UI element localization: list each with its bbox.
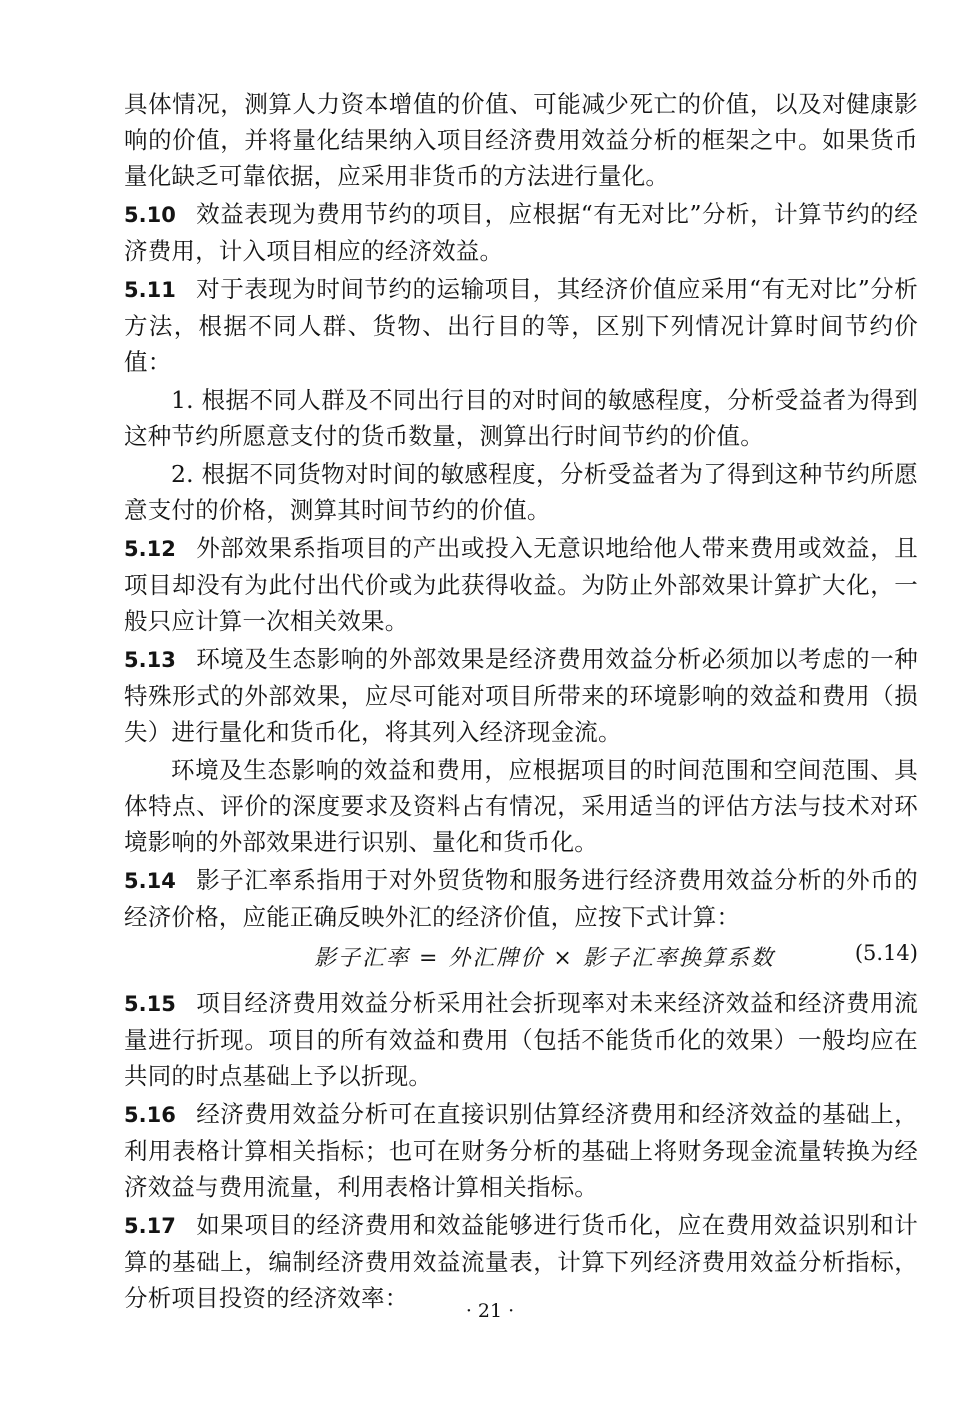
formula-row [124,939,918,979]
list-item-2 [124,456,918,528]
clause-number: 5.14 [124,869,176,893]
clause-text: 项目经济费用效益分析采用社会折现率对未来经济效益和经济费用流量进行折现。项目的所有效益和费用（包括不能货币化的效果）一般均应在共同的时点基础上予以折现。 [124,989,918,1090]
clause-5-15 [124,985,918,1094]
list-item-text: 1. 根据不同人群及不同出行目的对时间的敏感程度，分析受益者为得到这种节约所愿意支付的货币数量，测算出行时间节约的价值。 [124,386,918,450]
clause-number: 5.15 [124,992,176,1016]
paragraph-text: 环境及生态影响的效益和费用，应根据项目的时间范围和空间范围、具体特点、评价的深度要求及资料占有情况，采用适当的评估方法与技术对环境影响的外部效果进行识别、量化和货币化。 [124,756,918,856]
document-body [124,86,918,1318]
clause-text: 经济费用效益分析可在直接识别估算经济费用和经济效益的基础上，利用表格计算相关指标；也可在财务分析的基础上将财务现金流量转换为经济效益与费用流量，利用表格计算相关指标。 [124,1100,918,1201]
clause-5-13 [124,641,918,750]
paragraph-continuation [124,86,918,194]
clause-5-10 [124,196,918,269]
clause-5-16 [124,1096,918,1205]
page-number: · 21 · [465,1300,515,1322]
list-item-text: 2. 根据不同货物对时间的敏感程度，分析受益者为了得到这种节约所愿意支付的价格，测算其时间节约的价值。 [124,460,918,524]
clause-5-14 [124,862,918,935]
clause-text: 环境及生态影响的外部效果是经济费用效益分析必须加以考虑的一种特殊形式的外部效果，应尽可能对项目所带来的环境影响的效益和费用（损失）进行量化和货币化，将其列入经济现金流。 [124,645,918,746]
clause-text: 影子汇率系指用于对外贸货物和服务进行经济费用效益分析的外币的经济价格，应能正确反映外汇的经济价值，应按下式计算： [124,866,918,931]
clause-number: 5.11 [124,278,176,302]
clause-number: 5.17 [124,1214,176,1238]
clause-text: 如果项目的经济费用和效益能够进行货币化，应在费用效益识别和计算的基础上，编制经济费用效益流量表，计算下列经济费用效益分析指标，分析项目投资的经济效率： [124,1211,918,1312]
clause-5-12 [124,530,918,639]
clause-5-11 [124,271,918,380]
clause-number: 5.12 [124,537,176,561]
list-item-1 [124,382,918,454]
paragraph-5-13-detail [124,752,918,860]
paragraph-text: 具体情况，测算人力资本增值的价值、可能减少死亡的价值，以及对健康影响的价值，并将量化结果纳入项目经济费用效益分析的框架之中。如果货币量化缺乏可靠依据，应采用非货币的方法进行量化。 [124,90,918,190]
clause-text: 外部效果系指项目的产出或投入无意识地给他人带来费用或效益，且项目却没有为此付出代价或为此获得收益。为防止外部效果计算扩大化，一般只应计算一次相关效果。 [124,534,918,635]
formula: 影子汇率 = 外汇牌价 × 影子汇率换算系数 [314,946,775,971]
clause-text: 对于表现为时间节约的运输项目，其经济价值应采用“有无对比”分析方法，根据不同人群、货物、出行目的等，区别下列情况计算时间节约价值： [124,275,918,376]
clause-number: 5.13 [124,648,176,672]
clause-text: 效益表现为费用节约的项目，应根据“有无对比”分析，计算节约的经济费用，计入项目相应的经济效益。 [124,200,918,265]
clause-number: 5.16 [124,1103,176,1127]
formula-number: (5.14) [854,941,918,965]
clause-number: 5.10 [124,203,176,227]
